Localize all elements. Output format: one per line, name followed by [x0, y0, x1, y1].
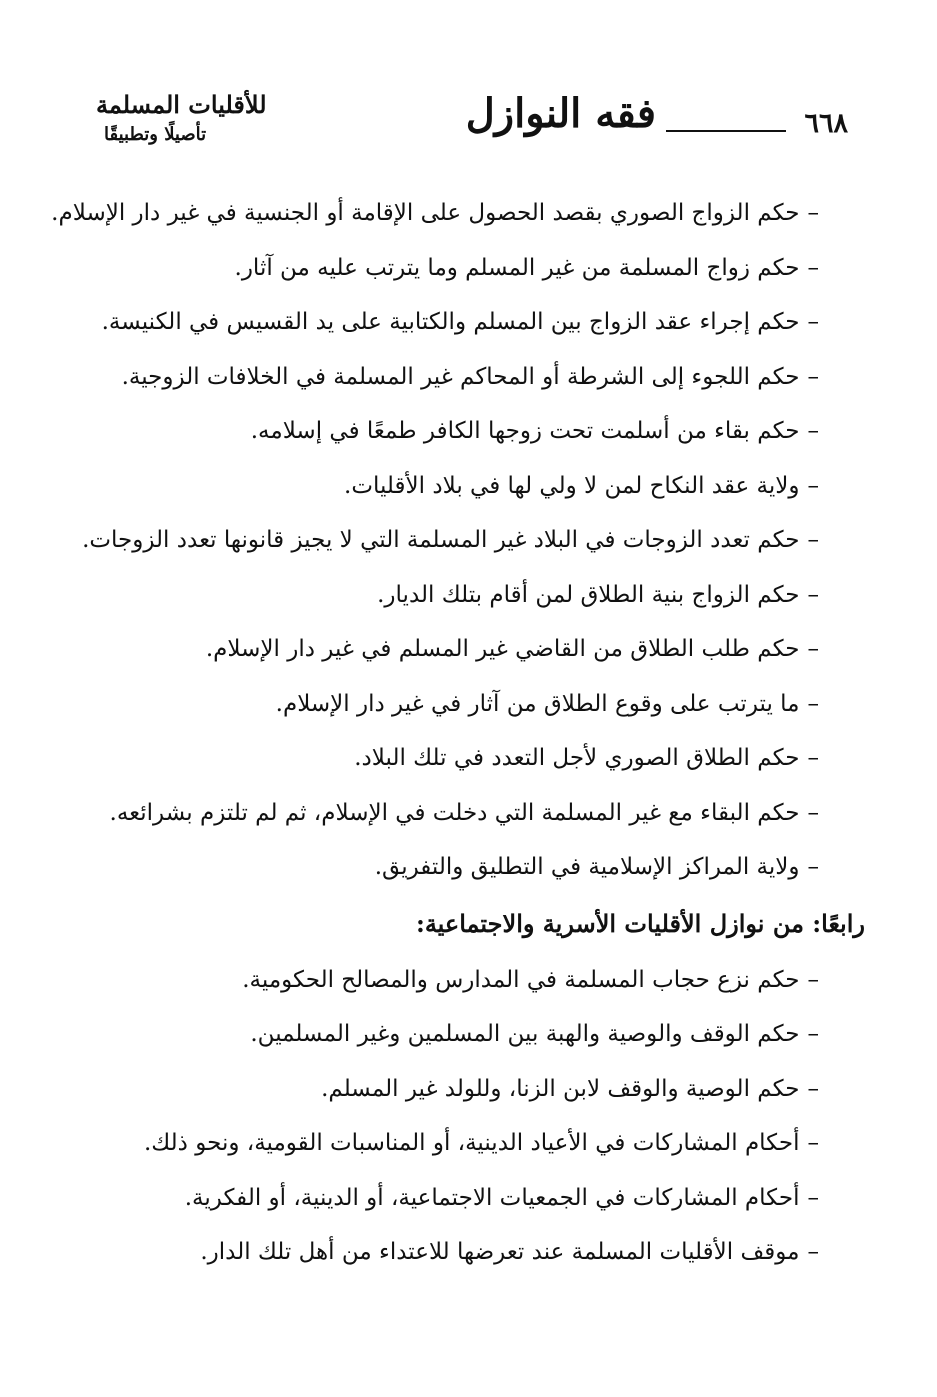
list-item-text: موقف الأقليات المسلمة عند تعرضها للاعتداء من أهل تلك الدار. — [200, 1239, 800, 1265]
list-group-2 — [83, 953, 843, 1280]
list-item — [83, 350, 843, 405]
list-item-text: ولاية عقد النكاح لمن لا ولي لها في بلاد الأقليات. — [344, 472, 800, 499]
list-item-text: أحكام المشاركات في الأعياد الدينية، أو المناسبات القومية، ونحو ذلك. — [143, 1130, 800, 1156]
list-dash: – — [807, 200, 819, 226]
list-dash: – — [807, 581, 819, 608]
list-dash: – — [807, 1130, 819, 1156]
list-dash: – — [807, 1184, 819, 1211]
running-header — [96, 86, 848, 160]
list-item-text: حكم زواج المسلمة من غير المسلم وما يترتب عليه من آثار. — [234, 254, 800, 281]
list-item-text: حكم البقاء مع غير المسلمة التي دخلت في الإسلام، ثم لم تلتزم بشرائعه. — [109, 799, 800, 826]
list-item-text: حكم الزواج الصوري بقصد الحصول على الإقامة أو الجنسية في غير دار الإسلام. — [51, 200, 800, 226]
list-item — [83, 513, 843, 568]
list-dash: – — [807, 1021, 819, 1047]
book-subtitle: للأقليات المسلمة — [96, 90, 267, 119]
book-tagline: تأصيلًا وتطبيقًا — [104, 124, 207, 145]
list-item-text: حكم طلب الطلاق من القاضي غير المسلم في غير دار الإسلام. — [205, 636, 800, 662]
list-dash: – — [807, 745, 819, 771]
list-item — [83, 459, 843, 514]
list-item — [83, 295, 843, 350]
list-item — [83, 1062, 843, 1117]
list-group-1 — [51, 186, 843, 895]
list-item-text: حكم الوقف والوصية والهبة بين المسلمين وغير المسلمين. — [250, 1021, 800, 1047]
list-dash: – — [807, 636, 819, 662]
list-item-text: ما يترتب على وقوع الطلاق من آثار في غير دار الإسلام. — [275, 690, 800, 717]
list-dash: – — [807, 472, 819, 499]
page-body — [51, 186, 865, 1280]
list-item — [83, 786, 843, 841]
list-item — [83, 622, 843, 677]
list-item — [83, 953, 843, 1008]
list-dash: – — [807, 966, 819, 993]
list-item — [83, 1007, 843, 1062]
list-dash: – — [807, 799, 819, 826]
list-item — [51, 186, 843, 241]
list-item-text: حكم الزواج بنية الطلاق لمن أقام بتلك الديار. — [377, 581, 800, 608]
list-dash: – — [807, 1075, 819, 1102]
list-item-text: حكم تعدد الزوجات في البلاد غير المسلمة التي لا يجيز قانونها تعدد الزوجات. — [82, 527, 800, 553]
list-dash: – — [807, 1239, 819, 1265]
book-title: فقه النوازل — [465, 90, 656, 137]
list-item-text: أحكام المشاركات في الجمعيات الاجتماعية، أو الدينية، أو الفكرية. — [184, 1184, 800, 1211]
list-dash: – — [807, 418, 819, 444]
list-item-text: حكم بقاء من أسلمت تحت زوجها الكافر طمعًا في إسلامه. — [250, 418, 800, 444]
list-item-text: حكم نزع حجاب المسلمة في المدارس والمصالح الحكومية. — [242, 966, 800, 993]
list-item — [83, 404, 843, 459]
list-item — [83, 568, 843, 623]
list-item — [83, 840, 843, 895]
list-item-text: حكم إجراء عقد الزواج بين المسلم والكتابية على يد القسيس في الكنيسة. — [101, 309, 800, 335]
list-item — [83, 1116, 843, 1171]
list-item-text: حكم الطلاق الصوري لأجل التعدد في تلك البلاد. — [354, 745, 800, 771]
list-item — [83, 677, 843, 732]
list-item-text: ولاية المراكز الإسلامية في التطليق والتفريق. — [374, 854, 800, 880]
list-dash: – — [807, 527, 819, 553]
list-item — [83, 1171, 843, 1226]
list-item-text: حكم الوصية والوقف لابن الزنا، وللولد غير المسلم. — [321, 1075, 800, 1102]
list-item — [83, 1225, 843, 1280]
list-dash: – — [807, 309, 819, 335]
list-dash: – — [807, 363, 819, 390]
list-dash: – — [807, 254, 819, 281]
book-title-block — [96, 86, 656, 160]
section-heading: رابعًا: من نوازل الأقليات الأسرية والاجتماعية: — [415, 908, 865, 938]
list-item — [83, 241, 843, 296]
header-rule — [666, 130, 786, 132]
list-dash: – — [807, 854, 819, 880]
page-number: ٦٦٨ — [804, 108, 848, 139]
list-dash: – — [807, 690, 819, 717]
list-item-text: حكم اللجوء إلى الشرطة أو المحاكم غير المسلمة في الخلافات الزوجية. — [121, 363, 800, 390]
list-item — [83, 731, 843, 786]
